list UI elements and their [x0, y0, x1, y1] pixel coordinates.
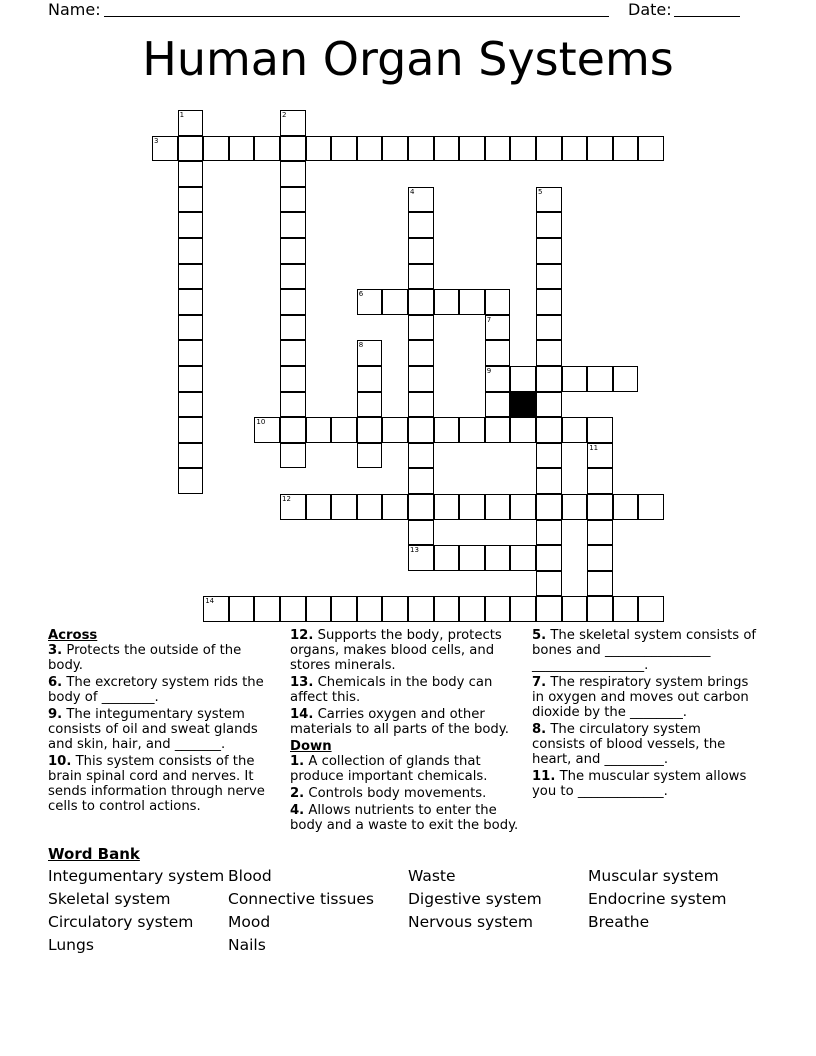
grid-cell[interactable]	[459, 136, 485, 162]
grid-cell[interactable]	[178, 212, 204, 238]
grid-cell[interactable]	[306, 417, 332, 443]
word-bank-item: Connective tissues	[228, 890, 375, 908]
grid-cell[interactable]	[178, 110, 204, 136]
clue-number: 2.	[290, 786, 305, 801]
clue	[48, 754, 280, 814]
grid-cell[interactable]	[331, 417, 357, 443]
clue	[532, 769, 757, 799]
grid-cell[interactable]	[203, 136, 229, 162]
grid-cell[interactable]	[638, 596, 664, 622]
grid-cell[interactable]	[178, 340, 204, 366]
grid-cell[interactable]	[536, 494, 562, 520]
grid-cell[interactable]	[510, 596, 536, 622]
grid-cell[interactable]	[408, 264, 434, 290]
grid-cell[interactable]	[587, 417, 613, 443]
grid-cell[interactable]	[357, 443, 383, 469]
clues-column-1	[48, 628, 280, 816]
cell-number: 6	[358, 290, 364, 299]
grid-cell[interactable]	[510, 136, 536, 162]
grid-cell[interactable]	[280, 110, 306, 136]
grid-cell[interactable]	[152, 136, 178, 162]
grid-cell[interactable]	[562, 596, 588, 622]
clue-text: Carries oxygen and other materials to all parts of the body.	[290, 707, 509, 737]
grid-cell[interactable]	[434, 596, 460, 622]
grid-cell[interactable]	[357, 596, 383, 622]
grid-cell[interactable]	[408, 520, 434, 546]
grid-cell[interactable]	[587, 596, 613, 622]
grid-cell[interactable]	[587, 443, 613, 469]
cell-number: 11	[589, 443, 599, 452]
clue-text: Chemicals in the body can affect this.	[290, 675, 493, 705]
black-cell	[510, 392, 536, 418]
grid-cell[interactable]	[485, 315, 511, 341]
grid-cell[interactable]	[587, 545, 613, 571]
clue-text: Controls body movements.	[304, 786, 487, 801]
across-clue-list	[48, 643, 280, 814]
clue	[290, 803, 522, 833]
grid-cell[interactable]	[536, 468, 562, 494]
clue-number: 9.	[48, 707, 63, 722]
cell-number: 14	[205, 597, 215, 606]
grid-cell[interactable]	[587, 366, 613, 392]
clue-text: Protects the outside of the body.	[48, 643, 242, 673]
grid-cell[interactable]	[459, 289, 485, 315]
clue	[290, 628, 522, 673]
grid-cell[interactable]	[280, 443, 306, 469]
clue-number: 13.	[290, 675, 314, 690]
word-bank-item: Mood	[228, 913, 271, 931]
grid-cell[interactable]	[357, 392, 383, 418]
grid-cell[interactable]	[562, 136, 588, 162]
grid-cell[interactable]	[536, 571, 562, 597]
date-label: Date:	[628, 0, 672, 19]
grid-cell[interactable]	[408, 596, 434, 622]
grid-cell[interactable]	[485, 136, 511, 162]
clue	[532, 722, 757, 767]
grid-cell[interactable]	[254, 417, 280, 443]
grid-cell[interactable]	[536, 238, 562, 264]
grid-cell[interactable]	[408, 417, 434, 443]
grid-cell[interactable]	[178, 289, 204, 315]
grid-cell[interactable]	[638, 136, 664, 162]
grid-cell[interactable]	[408, 545, 434, 571]
grid-cell[interactable]	[536, 289, 562, 315]
grid-cell[interactable]	[536, 366, 562, 392]
grid-cell[interactable]	[229, 596, 255, 622]
clue-number: 8.	[532, 722, 547, 737]
grid-cell[interactable]	[434, 289, 460, 315]
grid-cell[interactable]	[408, 136, 434, 162]
grid-cell[interactable]	[203, 596, 229, 622]
grid-cell[interactable]	[408, 494, 434, 520]
word-bank-title: Word Bank	[48, 845, 140, 863]
clues-column-2	[290, 628, 522, 835]
clue-number: 4.	[290, 803, 305, 818]
grid-cell[interactable]	[178, 366, 204, 392]
cell-number: 12	[282, 495, 291, 503]
cell-number: 2	[282, 111, 287, 119]
grid-cell[interactable]	[306, 596, 332, 622]
clue-text: Allows nutrients to enter the body and a waste to exit the body.	[290, 803, 519, 833]
grid-cell[interactable]	[485, 366, 511, 392]
cell-number: 13	[410, 546, 419, 555]
grid-cell[interactable]	[178, 315, 204, 341]
grid-cell[interactable]	[536, 212, 562, 238]
word-bank-item: Circulatory system	[48, 913, 194, 931]
grid-cell[interactable]	[178, 136, 204, 162]
grid-cell[interactable]	[536, 264, 562, 290]
grid-cell[interactable]	[510, 545, 536, 571]
grid-cell[interactable]	[408, 212, 434, 238]
clue-text: The excretory system rids the body of ________.	[48, 675, 264, 705]
cell-number: 8	[358, 341, 364, 350]
grid-cell[interactable]	[408, 392, 434, 418]
grid-cell[interactable]	[254, 596, 280, 622]
grid-cell[interactable]	[280, 264, 306, 290]
grid-cell[interactable]	[459, 494, 485, 520]
grid-cell[interactable]	[280, 366, 306, 392]
clue-number: 5.	[532, 628, 547, 643]
clue-text: This system consists of the brain spinal cord and nerves. It sends information through nerve cells to control actions.	[48, 754, 265, 814]
clues-column-3	[532, 628, 757, 801]
clue-number: 3.	[48, 643, 63, 658]
word-bank-item: Skeletal system	[48, 890, 171, 908]
across-heading: Across	[48, 628, 98, 643]
grid-cell[interactable]	[357, 289, 383, 315]
grid-cell[interactable]	[485, 545, 511, 571]
grid-cell[interactable]	[536, 596, 562, 622]
grid-cell[interactable]	[357, 136, 383, 162]
cell-number: 9	[486, 367, 492, 375]
grid-cell[interactable]	[280, 596, 306, 622]
grid-cell[interactable]	[357, 366, 383, 392]
grid-cell[interactable]	[510, 494, 536, 520]
grid-cell[interactable]	[408, 238, 434, 264]
cell-number: 4	[410, 187, 415, 196]
grid-cell[interactable]	[280, 136, 306, 162]
clue-number: 1.	[290, 754, 305, 769]
grid-cell[interactable]	[613, 366, 639, 392]
clue	[290, 707, 522, 737]
grid-cell[interactable]	[613, 596, 639, 622]
word-bank-item: Lungs	[48, 936, 94, 954]
word-bank-grid	[48, 867, 768, 955]
grid-cell[interactable]	[382, 136, 408, 162]
grid-cell[interactable]	[408, 187, 434, 213]
clue-number: 7.	[532, 675, 547, 690]
cell-number: 7	[486, 315, 492, 324]
grid-cell[interactable]	[229, 136, 255, 162]
grid-cell[interactable]	[434, 417, 460, 443]
word-bank-item: Nervous system	[408, 913, 534, 931]
grid-cell[interactable]	[536, 417, 562, 443]
grid-cell[interactable]	[178, 161, 204, 187]
grid-cell[interactable]	[280, 161, 306, 187]
grid-cell[interactable]	[357, 340, 383, 366]
grid-cell[interactable]	[331, 494, 357, 520]
clue	[48, 707, 280, 752]
grid-cell[interactable]	[459, 545, 485, 571]
grid-cell[interactable]	[638, 494, 664, 520]
cell-number: 1	[179, 111, 185, 119]
grid-cell[interactable]	[485, 417, 511, 443]
clue-number: 14.	[290, 707, 314, 722]
grid-cell[interactable]	[331, 596, 357, 622]
grid-cell[interactable]	[382, 289, 408, 315]
grid-cell[interactable]	[178, 468, 204, 494]
grid-cell[interactable]	[408, 289, 434, 315]
clue-text: The respiratory system brings in oxygen and moves out carbon dioxide by the ________.	[532, 675, 749, 720]
clue	[48, 643, 280, 673]
word-bank-item: Blood	[228, 867, 272, 885]
grid-cell[interactable]	[485, 392, 511, 418]
grid-cell[interactable]	[536, 545, 562, 571]
grid-cell[interactable]	[408, 443, 434, 469]
cell-number: 3	[154, 136, 159, 145]
word-bank-item: Nails	[228, 936, 266, 954]
clue-number: 12.	[290, 628, 314, 643]
grid-cell[interactable]	[536, 392, 562, 418]
grid-cell[interactable]	[280, 494, 306, 520]
clue-number: 10.	[48, 754, 72, 769]
grid-cell[interactable]	[562, 366, 588, 392]
grid-cell[interactable]	[434, 136, 460, 162]
clue-text: The muscular system allows you to _____________.	[532, 769, 747, 799]
grid-cell[interactable]	[382, 596, 408, 622]
grid-cell[interactable]	[510, 417, 536, 443]
grid-cell[interactable]	[178, 238, 204, 264]
grid-cell[interactable]	[434, 494, 460, 520]
grid-cell[interactable]	[459, 417, 485, 443]
grid-cell[interactable]	[408, 366, 434, 392]
down-clue-list	[290, 754, 522, 833]
clue-text: The skeletal system consists of bones and ________________ _________________.	[532, 628, 757, 673]
clue-text: The integumentary system consists of oil and sweat glands and skin, hair, and _______.	[48, 707, 258, 752]
grid-cell[interactable]	[434, 545, 460, 571]
grid-cell[interactable]	[408, 315, 434, 341]
clue	[290, 754, 522, 784]
grid-cell[interactable]	[178, 417, 204, 443]
page-title: Human Organ Systems	[142, 32, 674, 86]
grid-cell[interactable]	[382, 494, 408, 520]
grid-cell[interactable]	[587, 520, 613, 546]
grid-cell[interactable]	[485, 289, 511, 315]
clue	[290, 675, 522, 705]
name-label: Name:	[48, 0, 101, 19]
word-bank-item: Muscular system	[588, 867, 719, 885]
grid-cell[interactable]	[280, 340, 306, 366]
grid-cell[interactable]	[536, 315, 562, 341]
grid-cell[interactable]	[587, 571, 613, 597]
grid-cell[interactable]	[485, 596, 511, 622]
word-bank-item: Digestive system	[408, 890, 542, 908]
grid-cell[interactable]	[178, 392, 204, 418]
grid-cell[interactable]	[408, 340, 434, 366]
word-bank-item: Waste	[408, 867, 456, 885]
clue-text: Supports the body, protects organs, makes blood cells, and stores minerals.	[290, 628, 502, 673]
cell-number: 10	[256, 418, 266, 427]
grid-cell[interactable]	[587, 494, 613, 520]
grid-cell[interactable]	[306, 136, 332, 162]
word-bank-item: Endocrine system	[588, 890, 727, 908]
clue-text: The circulatory system consists of blood vessels, the heart, and _________.	[532, 722, 726, 767]
clue-number: 11.	[532, 769, 556, 784]
word-bank-item: Integumentary system	[48, 867, 225, 885]
grid-cell[interactable]	[562, 417, 588, 443]
grid-cell[interactable]	[408, 468, 434, 494]
grid-cell[interactable]	[485, 494, 511, 520]
clue	[48, 675, 280, 705]
grid-cell[interactable]	[178, 443, 204, 469]
grid-cell[interactable]	[536, 136, 562, 162]
grid-cell[interactable]	[280, 187, 306, 213]
grid-cell[interactable]	[587, 468, 613, 494]
cell-number: 5	[538, 187, 543, 196]
clue	[532, 675, 757, 720]
grid-cell[interactable]	[536, 520, 562, 546]
grid-cell[interactable]	[280, 392, 306, 418]
grid-cell[interactable]	[613, 494, 639, 520]
grid-cell[interactable]	[613, 136, 639, 162]
grid-cell[interactable]	[562, 494, 588, 520]
grid-cell[interactable]	[331, 136, 357, 162]
grid-cell[interactable]	[178, 264, 204, 290]
grid-cell[interactable]	[536, 187, 562, 213]
clue-number: 6.	[48, 675, 63, 690]
word-bank	[48, 845, 768, 955]
grid-cell[interactable]	[280, 212, 306, 238]
grid-cell[interactable]	[459, 596, 485, 622]
grid-cell[interactable]	[280, 238, 306, 264]
grid-cell[interactable]	[254, 136, 280, 162]
grid-cell[interactable]	[357, 417, 383, 443]
grid-cell[interactable]	[510, 366, 536, 392]
grid-cell[interactable]	[587, 136, 613, 162]
grid-cell[interactable]	[382, 417, 408, 443]
clue-text: A collection of glands that produce important chemicals.	[290, 754, 488, 784]
grid-cell[interactable]	[280, 289, 306, 315]
grid-cell[interactable]	[306, 494, 332, 520]
down-heading: Down	[290, 739, 332, 754]
grid-cell[interactable]	[280, 315, 306, 341]
word-bank-item: Breathe	[588, 913, 650, 931]
down-clue-list-cont	[532, 628, 757, 799]
grid-cell[interactable]	[178, 187, 204, 213]
grid-cell[interactable]	[280, 417, 306, 443]
clue	[290, 786, 522, 801]
grid-cell[interactable]	[536, 340, 562, 366]
clue	[532, 628, 757, 673]
across-clue-list-cont	[290, 628, 522, 737]
grid-cell[interactable]	[536, 443, 562, 469]
grid-cell[interactable]	[357, 494, 383, 520]
grid-cell[interactable]	[485, 340, 511, 366]
